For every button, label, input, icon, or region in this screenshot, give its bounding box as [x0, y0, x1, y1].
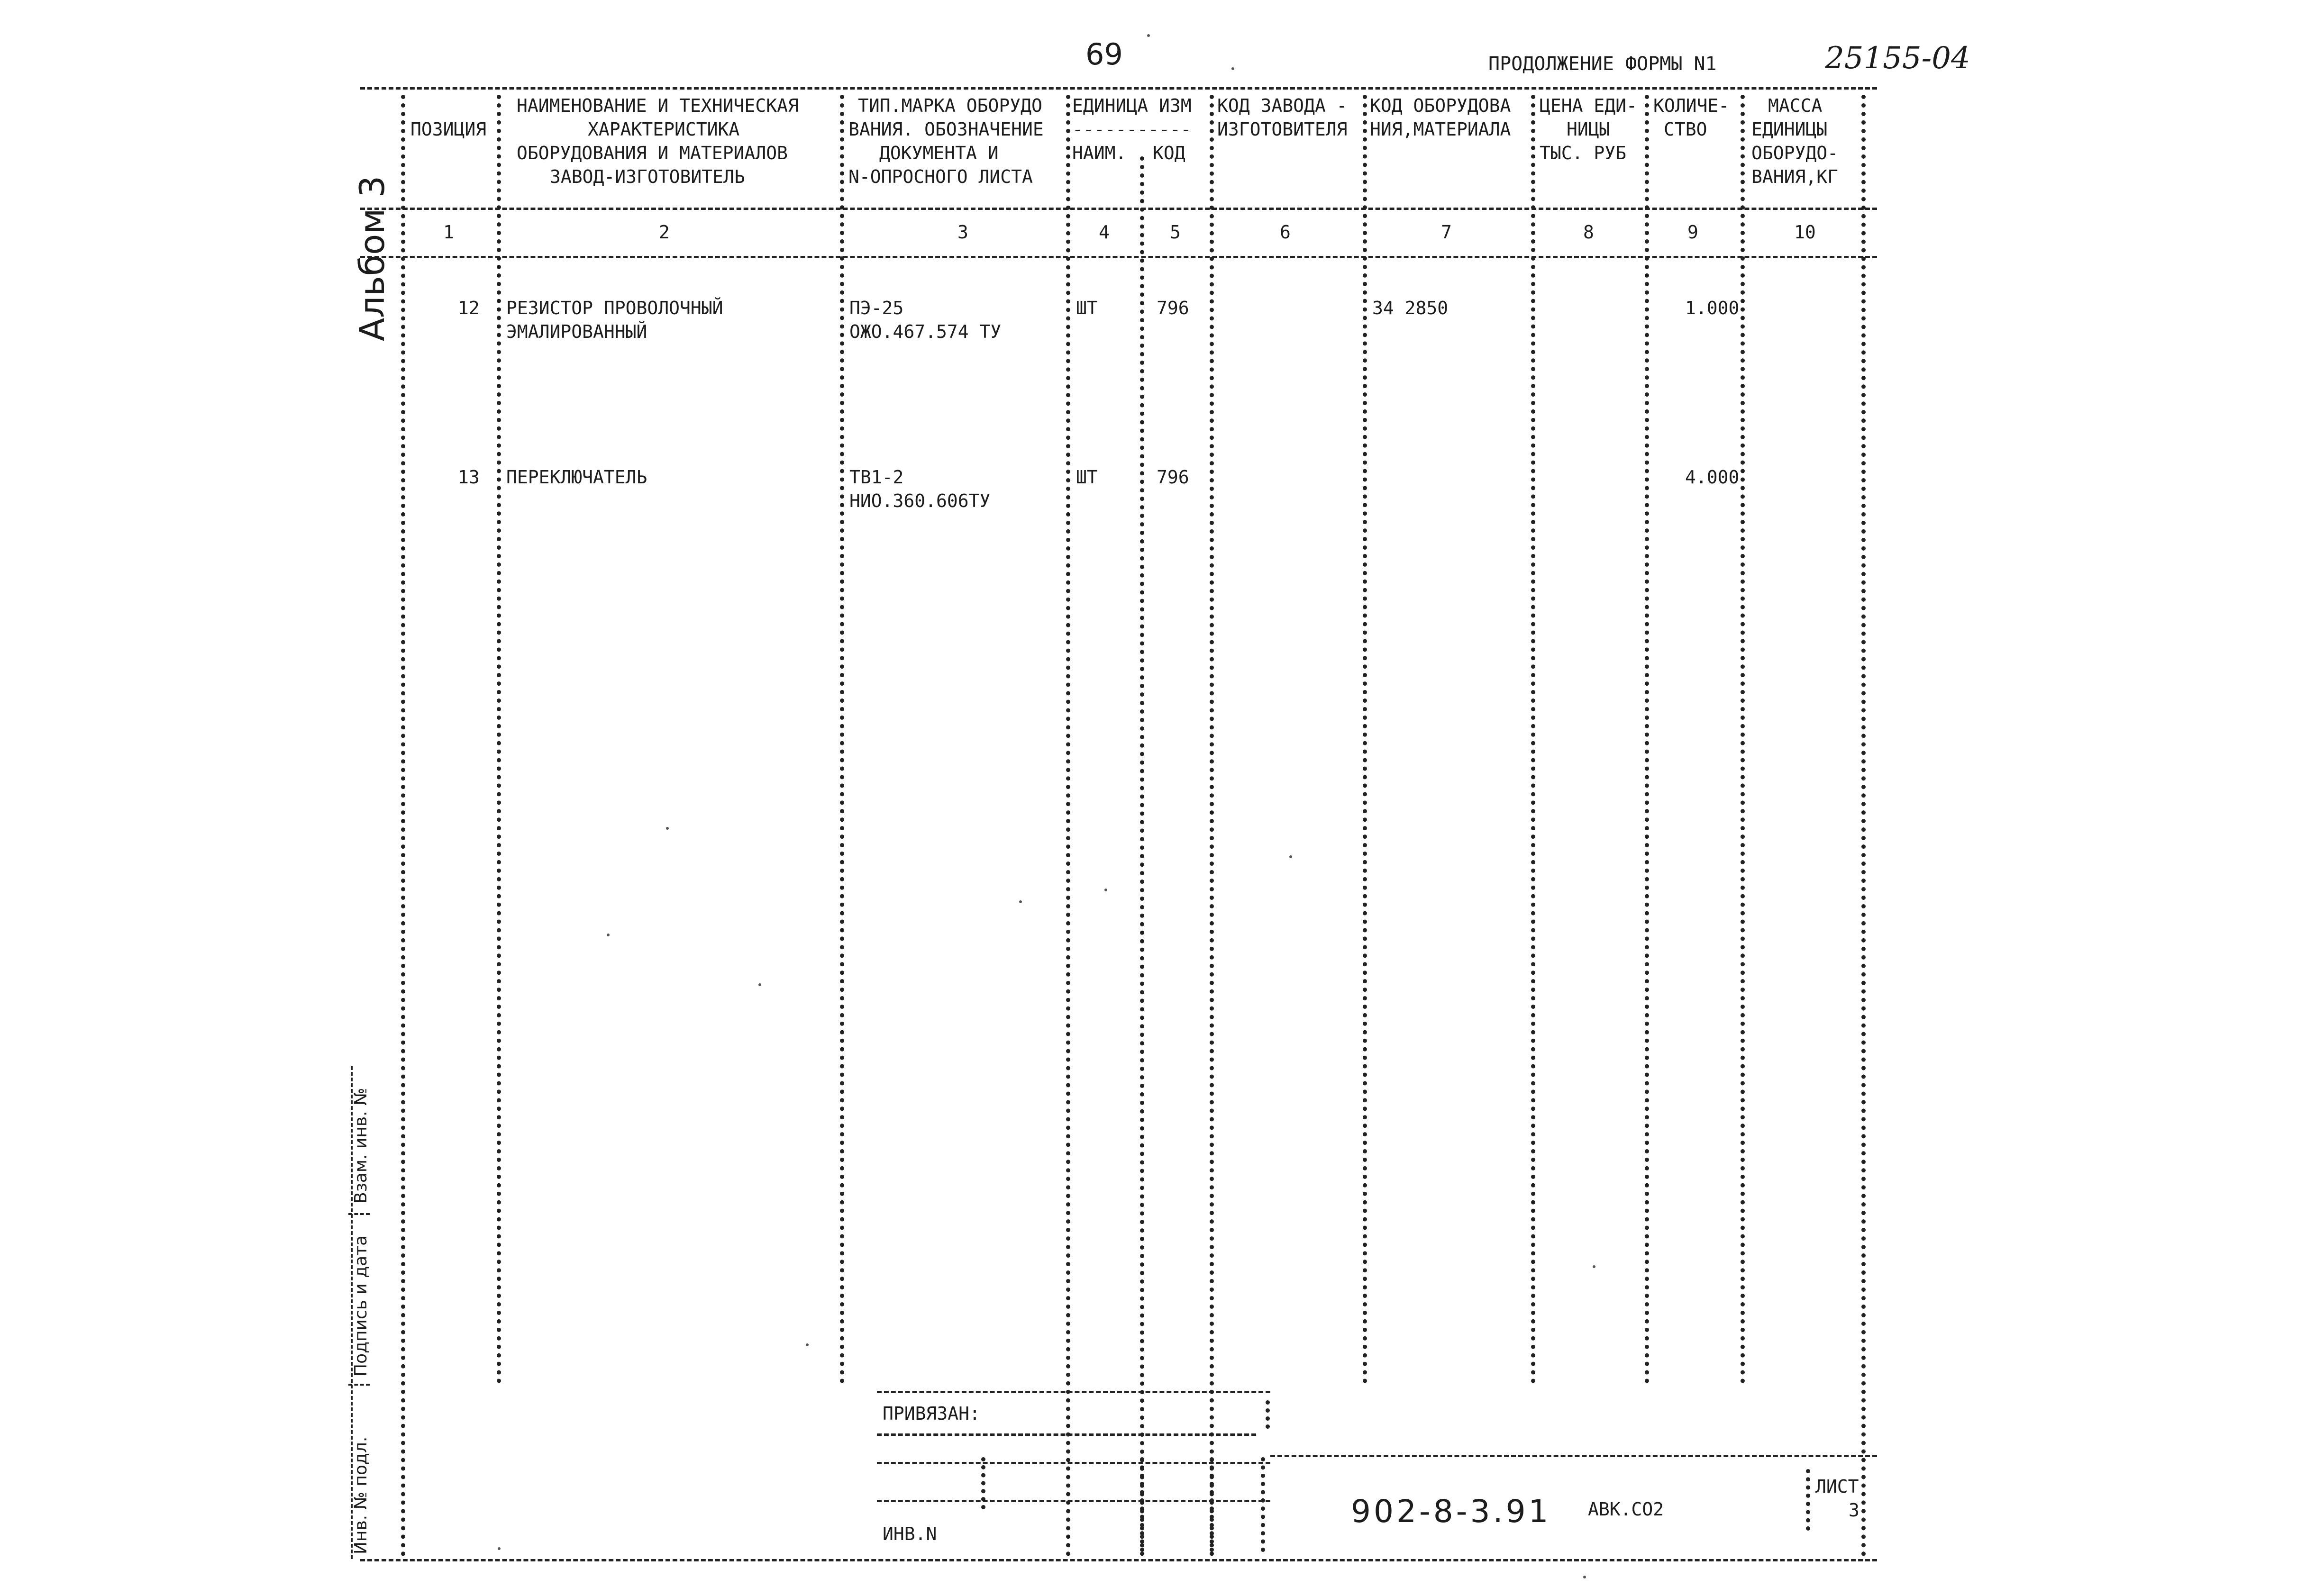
header-col45-line1: ЕДИНИЦА ИЗМ	[1072, 95, 1192, 116]
row-type-line2: ОЖО.467.574 ТУ	[849, 321, 1002, 342]
header-col3-line3: ДОКУМЕНТА И	[879, 143, 999, 163]
header-col3-line1: ТИП.МАРКА ОБОРУДО	[858, 95, 1042, 116]
column-numbers-rule	[360, 256, 1877, 258]
margin-divider	[348, 1384, 370, 1386]
column-number: 9	[1687, 222, 1698, 243]
header-col2-line2: ХАРАКТЕРИСТИКА	[588, 119, 740, 140]
column-separator	[1861, 95, 1866, 1557]
row-name-line2: ЭМАЛИРОВАННЫЙ	[506, 321, 647, 342]
header-col5: КОД	[1153, 143, 1185, 163]
header-col6-line2: ИЗГОТОВИТЕЛЯ	[1217, 119, 1348, 140]
stamp-separator	[1261, 1457, 1265, 1552]
column-separator	[401, 95, 405, 1557]
header-col3-line4: N-ОПРОСНОГО ЛИСТА	[848, 166, 1033, 187]
row-quantity: 4.000	[1685, 467, 1740, 488]
scan-speck	[1583, 1576, 1586, 1578]
scan-speck	[607, 934, 610, 936]
header-col7-line1: КОД ОБОРУДОВА	[1370, 95, 1511, 116]
row-type-line1: ТВ1-2	[849, 467, 904, 488]
row-name-line1: ПЕРЕКЛЮЧАТЕЛЬ	[506, 467, 647, 488]
column-separator	[840, 95, 844, 1384]
row-unit: ШТ	[1076, 467, 1098, 488]
scan-speck	[1019, 900, 1022, 903]
scan-speck	[1593, 1265, 1595, 1268]
row-position: 13	[458, 467, 480, 488]
stamp-separator	[1266, 1400, 1270, 1429]
stamp-inv-n: ИНВ.N	[883, 1523, 937, 1544]
column-separator	[1140, 156, 1144, 1557]
row-type-line1: ПЭ-25	[849, 298, 904, 318]
header-col10-line3: ОБОРУДО-	[1751, 143, 1839, 163]
side-label-inv-podl: Инв. № подл.	[351, 1436, 371, 1554]
header-col10-line1: МАССА	[1768, 95, 1823, 116]
column-number: 1	[443, 222, 454, 243]
header-col6-line1: КОД ЗАВОДА -	[1217, 95, 1348, 116]
handwritten-code: 25155-04	[1825, 41, 1970, 76]
header-col2-line3: ОБОРУДОВАНИЯ И МАТЕРИАЛОВ	[517, 143, 788, 163]
header-col4: НАИМ.	[1072, 143, 1127, 163]
header-col8-line2: НИЦЫ	[1567, 119, 1610, 140]
stamp-rule	[877, 1391, 1270, 1393]
stamp-list-number: 3	[1849, 1500, 1859, 1521]
scan-speck	[758, 983, 761, 986]
column-separator	[1741, 95, 1745, 1384]
row-name-line1: РЕЗИСТОР ПРОВОЛОЧНЫЙ	[506, 298, 723, 318]
scan-speck	[1147, 34, 1150, 37]
header-col2-line4: ЗАВОД-ИЗГОТОВИТЕЛЬ	[550, 166, 745, 187]
scan-speck	[498, 1547, 501, 1550]
table-bottom-rule	[360, 1559, 1877, 1561]
header-col8-line3: ТЫС. РУБ	[1540, 143, 1627, 163]
row-position: 12	[458, 298, 480, 318]
margin-divider	[348, 1213, 370, 1215]
header-col10-line2: ЕДИНИЦЫ	[1751, 119, 1828, 140]
column-number: 5	[1170, 222, 1181, 243]
column-separator	[497, 95, 501, 1384]
header-bottom-rule	[360, 208, 1877, 210]
row-unit-code: 796	[1157, 467, 1189, 488]
stamp-sheet-code: АВК.СО2	[1588, 1499, 1664, 1520]
stamp-privyazan: ПРИВЯЗАН:	[883, 1403, 980, 1424]
column-number: 3	[957, 222, 968, 243]
header-col45-line2: -----------	[1072, 119, 1192, 140]
stamp-separator	[1806, 1469, 1810, 1531]
column-number: 4	[1099, 222, 1110, 243]
header-col10-line4: ВАНИЯ,КГ	[1751, 166, 1839, 187]
stamp-separator	[1140, 1457, 1144, 1552]
row-equip-code: 34 2850	[1372, 298, 1449, 318]
side-label-vzam-inv: Взам. инв. №	[351, 1088, 371, 1204]
scan-speck	[806, 1343, 809, 1346]
column-separator	[1066, 95, 1070, 1557]
column-number: 7	[1441, 222, 1452, 243]
scan-speck	[1289, 855, 1292, 858]
row-quantity: 1.000	[1685, 298, 1740, 318]
column-number: 10	[1794, 222, 1816, 243]
row-type-line2: НИО.360.606ТУ	[849, 490, 991, 511]
table-top-rule	[360, 87, 1877, 90]
scan-speck	[1104, 889, 1107, 891]
column-separator	[1531, 95, 1535, 1384]
album-label: Альбом 3	[352, 175, 392, 341]
scan-speck	[1231, 67, 1234, 70]
header-col9-line1: КОЛИЧЕ-	[1653, 95, 1730, 116]
scan-speck	[666, 827, 669, 830]
stamp-doc-code: 902-8-3.91	[1351, 1493, 1551, 1530]
header-col2-line1: НАИМЕНОВАНИЕ И ТЕХНИЧЕСКАЯ	[517, 95, 799, 116]
header-col3-line2: ВАНИЯ. ОБОЗНАЧЕНИЕ	[848, 119, 1044, 140]
form-title: ПРОДОЛЖЕНИЕ ФОРМЫ N1	[1488, 53, 1717, 75]
header-col9-line2: СТВО	[1664, 119, 1707, 140]
column-number: 6	[1280, 222, 1291, 243]
header-col1-line2: ПОЗИЦИЯ	[410, 119, 487, 140]
column-separator	[1210, 95, 1214, 1557]
stamp-separator	[1210, 1457, 1214, 1552]
header-col7-line2: НИЯ,МАТЕРИАЛА	[1370, 119, 1511, 140]
side-label-podpis-data: Подпись и дата	[351, 1235, 371, 1377]
row-unit-code: 796	[1157, 298, 1189, 318]
stamp-rule	[1270, 1455, 1877, 1457]
stamp-rule	[877, 1433, 1256, 1436]
column-separator	[1363, 95, 1367, 1384]
column-separator	[1645, 95, 1649, 1384]
stamp-separator	[981, 1457, 985, 1509]
column-number: 2	[659, 222, 670, 243]
stamp-list-label: ЛИСТ	[1815, 1476, 1859, 1497]
page-number: 69	[1085, 37, 1123, 72]
row-unit: ШТ	[1076, 298, 1098, 318]
column-number: 8	[1583, 222, 1594, 243]
header-col8-line1: ЦЕНА ЕДИ-	[1540, 95, 1637, 116]
